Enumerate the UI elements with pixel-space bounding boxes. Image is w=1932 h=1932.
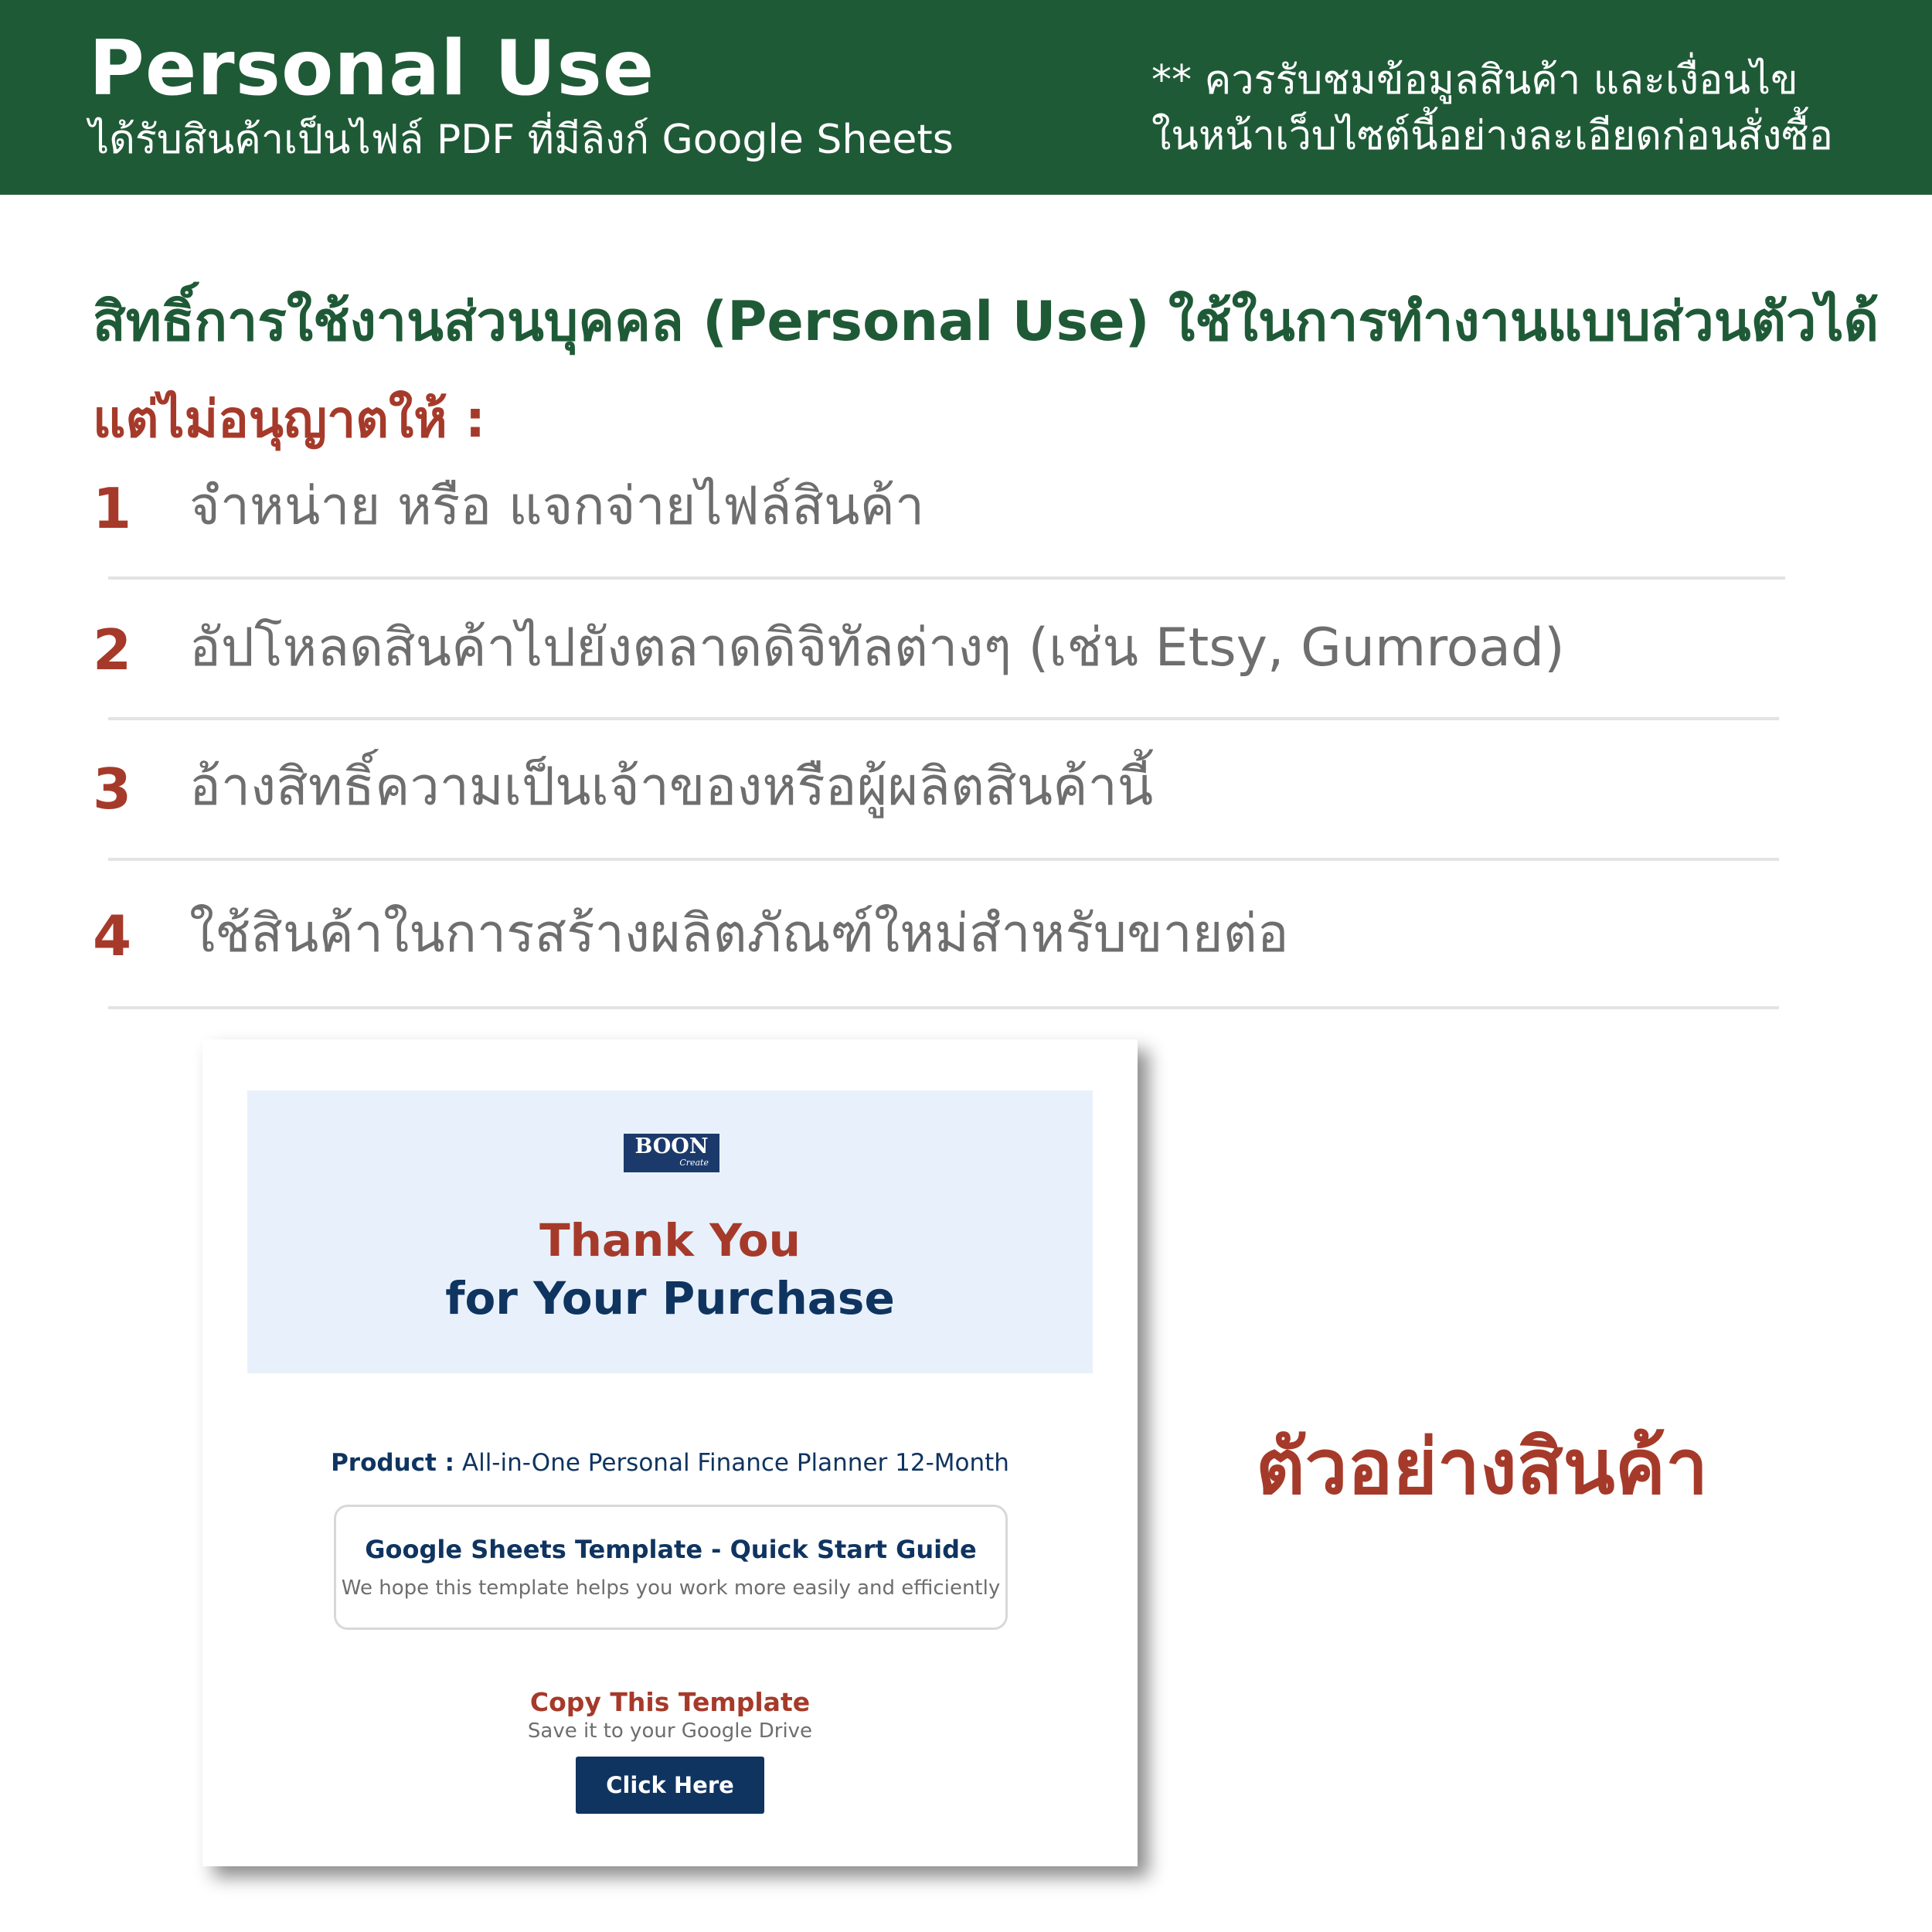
thank-you-subtitle: for Your Purchase <box>445 1272 895 1325</box>
copy-template-title: Copy This Template <box>529 1687 811 1717</box>
item-text-1: จำหน่าย หรือ แจกจ่ายไฟล์สินค้า <box>189 476 925 537</box>
guide-description: We hope this template helps you work more easily and efficiently <box>341 1577 1001 1600</box>
logo-text: BOON <box>634 1134 709 1158</box>
header-banner <box>0 0 1932 195</box>
header-subtitle: ได้รับสินค้าเป็นไฟล์ PDF ที่มีลิงก์ Google Sheets <box>89 117 954 163</box>
thank-you-title: Thank You <box>539 1214 801 1267</box>
item-number-2: 2 <box>93 617 132 682</box>
divider <box>108 1006 1779 1009</box>
item-number-1: 1 <box>93 476 132 541</box>
license-heading: สิทธิ์การใช้งานส่วนบุคคล (Personal Use) ใช้ในการทำงานแบบส่วนตัวได้ <box>93 290 1879 353</box>
divider <box>108 577 1785 580</box>
quick-start-box <box>334 1505 1008 1630</box>
divider <box>108 858 1779 861</box>
guide-title: Google Sheets Template - Quick Start Guide <box>365 1535 977 1564</box>
logo-subtext: Create <box>679 1158 709 1168</box>
header-note-line2: ในหน้าเว็บไซต์นี้อย่างละเอียดก่อนสั่งซื้อ <box>1151 113 1833 159</box>
click-here-button[interactable]: Click Here <box>576 1757 764 1814</box>
product-name: All-in-One Personal Finance Planner 12-Month <box>461 1449 1009 1477</box>
product-example-label: ตัวอย่างสินค้า <box>1256 1423 1709 1512</box>
header-title: Personal Use <box>89 25 655 113</box>
restrictions-heading: แต่ไม่อนุญาตให้ : <box>93 389 486 449</box>
product-preview-card <box>202 1039 1138 1866</box>
thank-you-banner <box>247 1090 1093 1373</box>
item-number-3: 3 <box>93 757 132 821</box>
divider <box>108 717 1779 720</box>
item-text-4: ใช้สินค้าในการสร้างผลิตภัณฑ์ใหม่สำหรับขายต่อ <box>189 903 1289 964</box>
item-text-2: อัปโหลดสินค้าไปยังตลาดดิจิทัลต่างๆ (เช่น Etsy, Gumroad) <box>189 617 1565 679</box>
item-number-4: 4 <box>93 903 132 968</box>
copy-template-subtitle: Save it to your Google Drive <box>527 1719 813 1743</box>
product-label: Product : <box>331 1449 455 1477</box>
header-note-line1: ** ควรรับชมข้อมูลสินค้า และเงื่อนไข <box>1151 57 1798 104</box>
header-note <box>1151 53 1893 164</box>
item-text-3: อ้างสิทธิ์ความเป็นเจ้าของหรือผู้ผลิตสินค้านี้ <box>189 757 1154 818</box>
product-line <box>202 1449 1138 1477</box>
brand-logo <box>624 1134 719 1172</box>
